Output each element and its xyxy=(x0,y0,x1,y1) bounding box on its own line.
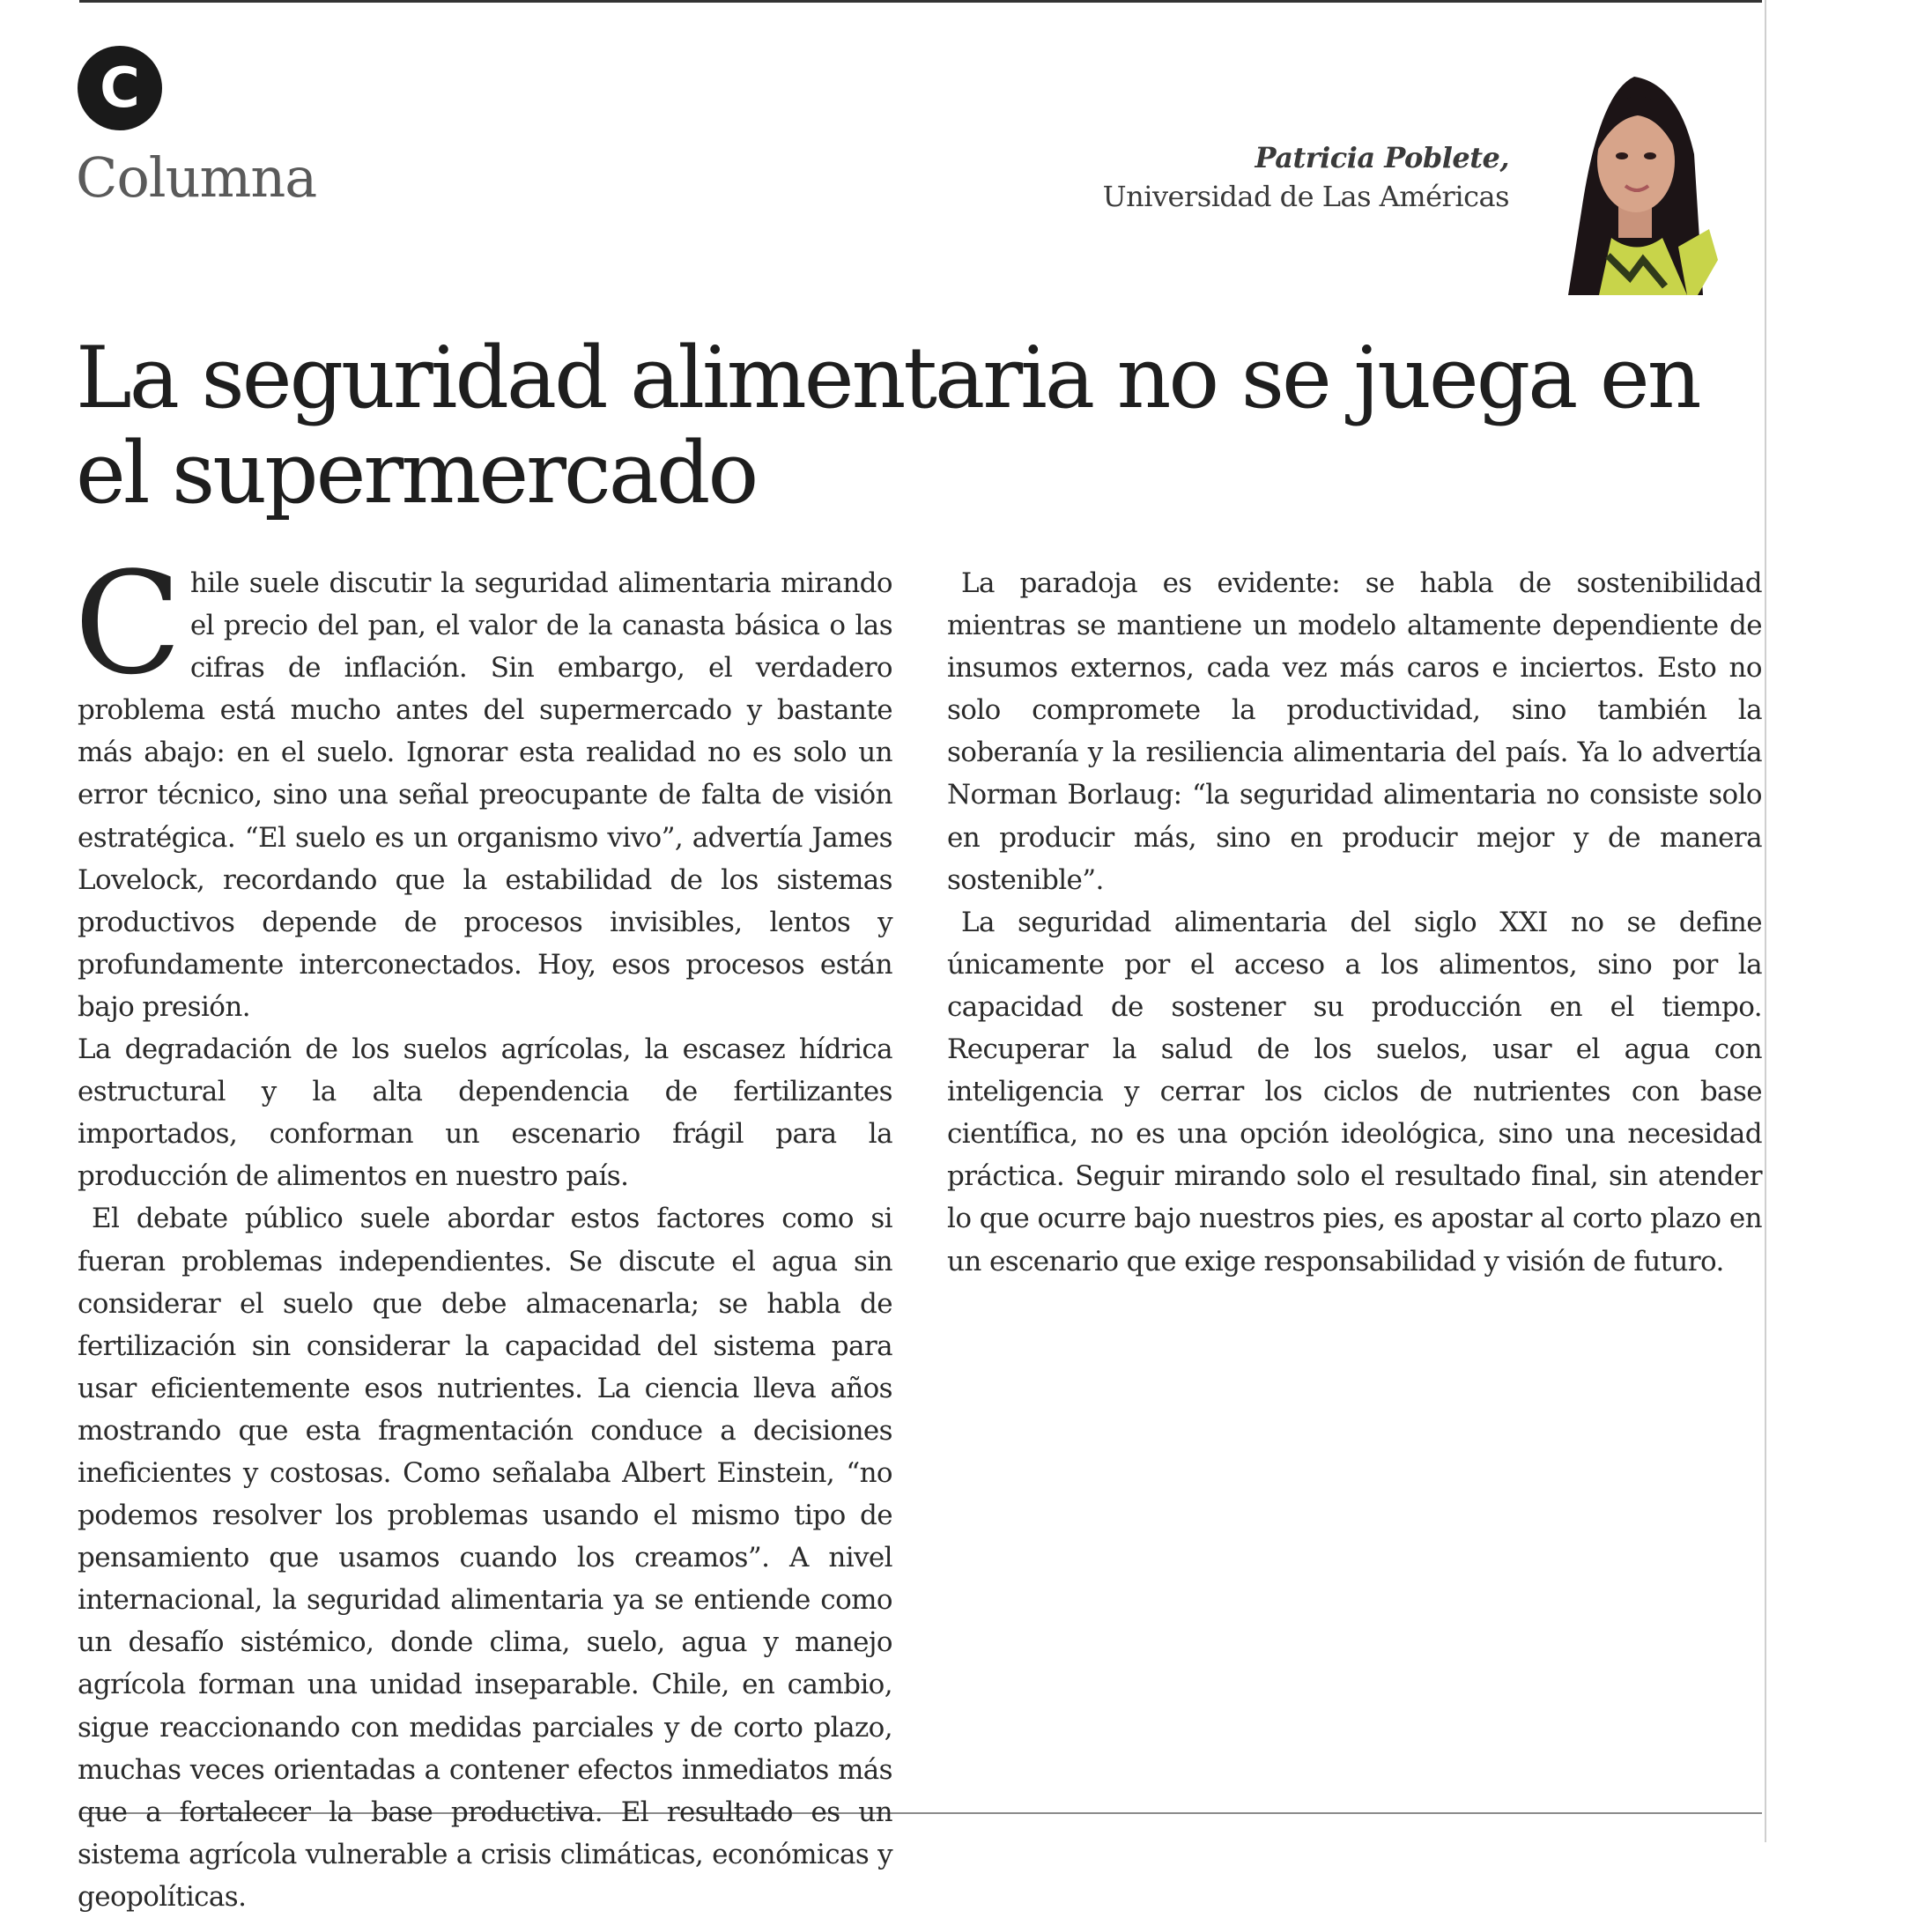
author-affiliation: Universidad de Las Américas xyxy=(1102,180,1509,213)
top-rule xyxy=(79,0,1762,3)
author-name: Patricia Poblete, xyxy=(1255,141,1509,174)
author-photo xyxy=(1546,57,1722,295)
paragraph-3: El debate público suele abordar estos factores como si fueran problemas independientes. Se discute el agua sin considerar el suelo que debe almacenarla; se habla de fertilización sin considerar la capacidad del sistema para usar eficientemente esos nutrientes. La ciencia lleva años mostrando que esta fragmentación conduce a decisiones ineficientes y costosas. Como señalaba Albert Einstein, “no podemos resolver los problemas usando el mismo tipo de pensamiento que usamos cuando los creamos”. A nivel internacional, la seguridad alimentaria ya se entiende como un desafío sistémico, donde clima, suelo, agua y manejo agrícola forman una unidad inseparable. Chile, en cambio, sigue reaccionando con medidas parciales y de corto plazo, muchas veces orientadas a contener efectos inmediatos más que a fortalecer la base productiva. El resultado es un sistema agrícola vulnerable a crisis climáticas, económicas y geopolíticas. xyxy=(78,1203,892,1913)
article-column-right xyxy=(947,562,1762,1283)
article-headline: La seguridad alimentaria no se juega en el supermercado xyxy=(76,329,1699,522)
article-column-left xyxy=(74,541,892,1918)
author-byline xyxy=(1103,141,1509,213)
paragraph-4: La paradoja es evidente: se habla de sostenibilidad mientras se mantiene un modelo altamente dependiente de insumos externos, cada vez más caros e inciertos. Esto no solo compromete la productividad, sino también la soberanía y la resiliencia alimentaria del país. Ya lo advertía Norman Borlaug: “la seguridad alimentaria no consiste solo en producir más, sino en producir mejor y de manera sostenible”. xyxy=(947,567,1762,896)
paragraph-5: La seguridad alimentaria del siglo XXI no se define únicamente por el acceso a los alimentos, sino por la capacidad de sostener su producción en el tiempo. Recuperar la salud de los suelos, usar el agua con inteligencia y cerrar los ciclos de nutrientes con base científica, no es una opción ideológica, sino una necesidad práctica. Seguir mirando solo el resultado final, sin atender lo que ocurre bajo nuestros pies, es apostar al corto plazo en un escenario que exige responsabilidad y visión de futuro. xyxy=(947,906,1762,1277)
paragraph-1-text: hile suele discutir la seguridad alimentaria mirando el precio del pan, el valor de la canasta básica o las cifras de inflación. Sin embargo, el verdadero problema está mucho antes del supermercado y bastante más abajo: en el suelo. Ignorar esta realidad no es solo un error técnico, sino una señal preocupante de falta de visión estratégica. “El suelo es un organismo vivo”, advertía James Lovelock, recordando que la estabilidad de los sistemas productivos depende de procesos invisibles, lentos y profundamente interconectados. Hoy, esos procesos están bajo presión. xyxy=(78,567,892,1023)
drop-cap: C xyxy=(74,541,181,706)
right-edge-rule xyxy=(1765,0,1766,1842)
paragraph-2: La degradación de los suelos agrícolas, la escasez hídrica estructural y la alta dependencia de fertilizantes importados, conforman un escenario frágil para la producción de alimentos en nuestro país. xyxy=(78,1033,892,1193)
section-label: Columna xyxy=(76,145,317,210)
column-badge-icon: C xyxy=(78,46,162,130)
